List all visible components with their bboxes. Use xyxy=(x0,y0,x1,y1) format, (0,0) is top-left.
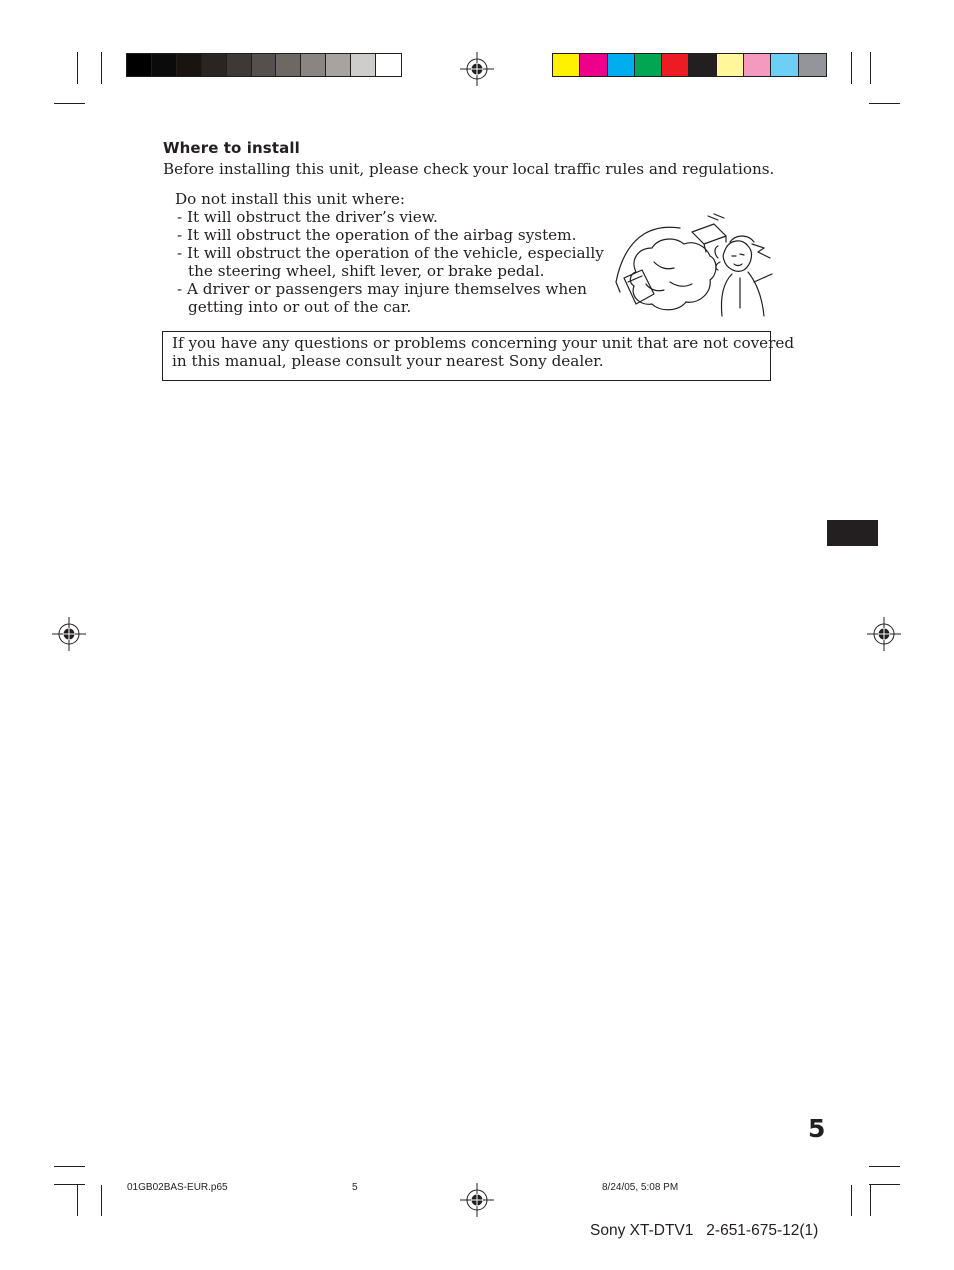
dealer-note-box xyxy=(162,331,795,381)
color-swatch xyxy=(662,54,689,76)
color-swatch xyxy=(351,54,376,76)
crop-mark xyxy=(870,1185,871,1216)
color-swatch xyxy=(580,54,607,76)
list-item: - It will obstruct the operation of the vehicle, especially xyxy=(177,244,604,262)
crop-mark xyxy=(869,1184,900,1185)
slug-filename: 01GB02BAS-EUR.p65 xyxy=(127,1182,228,1193)
crop-mark xyxy=(77,1185,78,1216)
list-item-continuation: the steering wheel, shift lever, or brake pedal. xyxy=(188,262,545,280)
color-swatch xyxy=(177,54,202,76)
color-swatch xyxy=(152,54,177,76)
crop-mark xyxy=(869,103,900,104)
slug-date: 8/24/05, 5:08 PM xyxy=(602,1182,679,1193)
color-swatch xyxy=(771,54,798,76)
registration-mark-icon xyxy=(867,617,901,651)
color-swatch xyxy=(717,54,744,76)
intro-paragraph: Before installing this unit, please check your local traffic rules and regulations. xyxy=(163,160,775,178)
crop-mark xyxy=(870,52,871,84)
list-item: - A driver or passengers may injure themselves when xyxy=(177,280,587,298)
list-lead: Do not install this unit where: xyxy=(175,190,405,208)
color-swatch xyxy=(744,54,771,76)
list-item: - It will obstruct the driver’s view. xyxy=(177,208,438,226)
note-line: in this manual, please consult your nearest Sony dealer. xyxy=(172,352,604,370)
note-line: If you have any questions or problems concerning your unit that are not covered xyxy=(172,334,795,352)
registration-mark-icon xyxy=(460,52,494,86)
color-swatch xyxy=(635,54,662,76)
page-number: 5 xyxy=(808,1114,826,1143)
color-swatch xyxy=(608,54,635,76)
color-swatch xyxy=(301,54,326,76)
list-item: - It will obstruct the operation of the airbag system. xyxy=(177,226,577,244)
crop-mark xyxy=(851,1185,852,1216)
slug-page: 5 xyxy=(352,1182,358,1193)
model-identifier: Sony XT-DTV1 2-651-675-12(1) xyxy=(590,1222,819,1239)
registration-mark-icon xyxy=(52,617,86,651)
color-swatch xyxy=(553,54,580,76)
warning-list xyxy=(175,190,604,316)
process-color-bar xyxy=(552,53,827,77)
registration-mark-icon xyxy=(460,1183,494,1217)
crop-mark xyxy=(869,1166,900,1167)
color-swatch xyxy=(376,54,401,76)
color-swatch xyxy=(202,54,227,76)
crop-mark xyxy=(77,52,78,84)
airbag-obstruction-illustration xyxy=(614,212,774,320)
color-swatch xyxy=(326,54,351,76)
color-swatch xyxy=(689,54,716,76)
color-swatch xyxy=(276,54,301,76)
crop-mark xyxy=(54,103,85,104)
crop-mark xyxy=(101,1185,102,1216)
section-thumb-tab xyxy=(827,520,878,546)
crop-mark xyxy=(54,1184,85,1185)
crop-mark xyxy=(101,52,102,84)
color-swatch xyxy=(227,54,252,76)
color-swatch xyxy=(252,54,277,76)
color-swatch xyxy=(127,54,152,76)
crop-mark xyxy=(54,1166,85,1167)
section-heading: Where to install xyxy=(163,139,300,157)
list-item-continuation: getting into or out of the car. xyxy=(188,298,412,316)
grayscale-color-bar xyxy=(126,53,402,77)
crop-mark xyxy=(851,52,852,84)
color-swatch xyxy=(799,54,826,76)
